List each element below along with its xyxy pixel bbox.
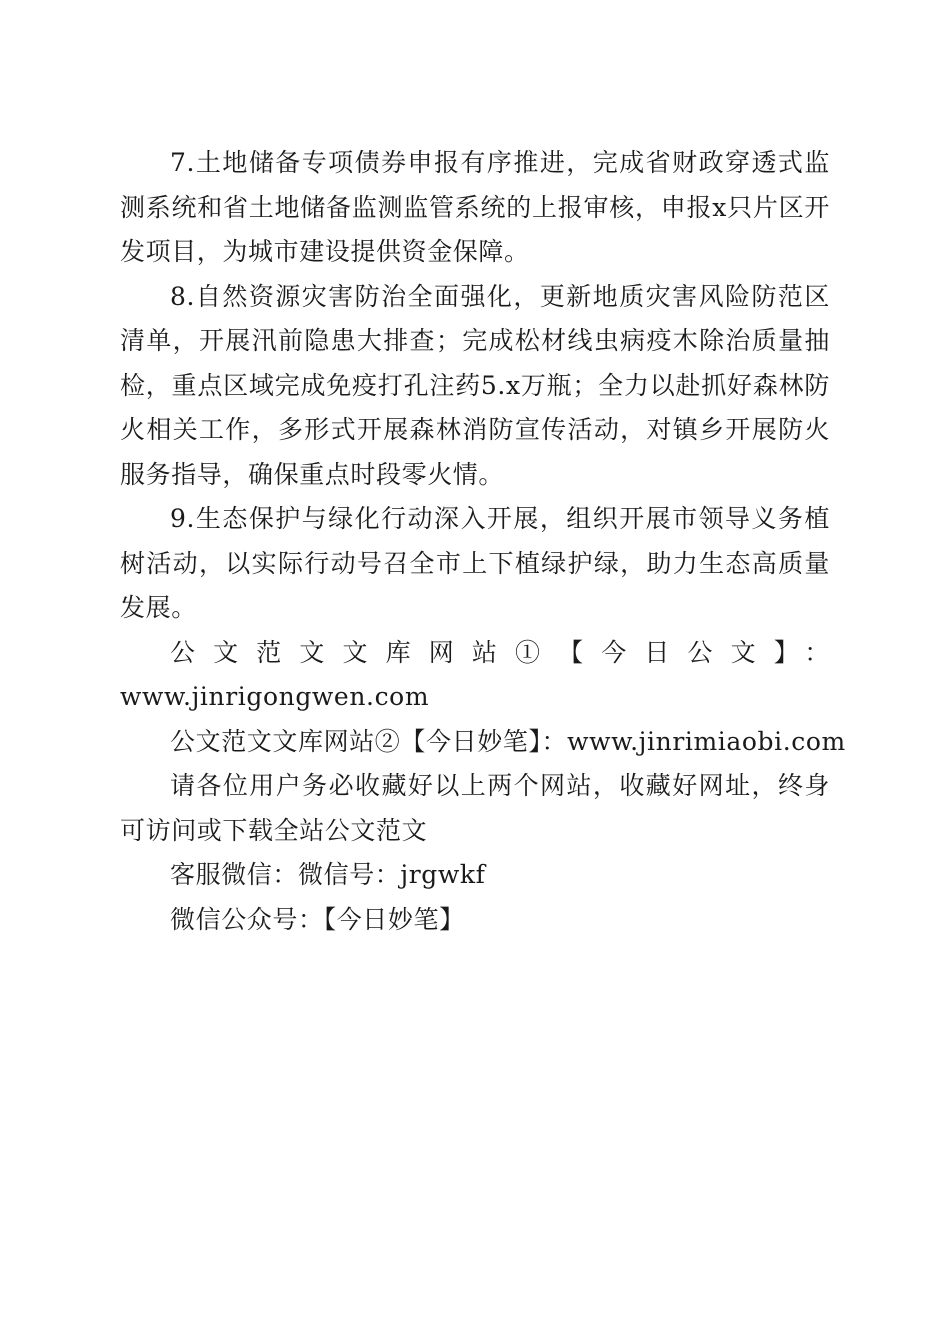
site2-line: 公文范文文库网站②【今日妙笔】：www.jinrimiaobi.com [170,726,846,756]
paragraph-8: 8.自然资源灾害防治全面强化，更新地质灾害风险防范区清单，开展汛前隐患大排查；完成松材线虫病疫木除治质量抽检，重点区域完成免疫打孔注药5.x万瓶；全力以赴抓好森林防火相关工作，多形式开展森林消防宣传活动，对镇乡开展防火服务指导，确保重点时段零火情。 [120,281,830,489]
site1-url: www.jinrigongwen.com [120,682,430,711]
site1-label: 公文范文文库网站①【今日公文】： [170,637,830,667]
wechat-official: 微信公众号：【今日妙笔】 [170,904,465,934]
reminder-text: 请各位用户务必收藏好以上两个网站，收藏好网址，终身可访问或下载全站公文范文 [120,771,830,845]
wechat-service: 客服微信：微信号：jrgwkf [170,860,486,889]
paragraph-7: 7.土地储备专项债券申报有序推进，完成省财政穿透式监测系统和省土地储备监测监管系统的上报审核，申报x只片区开发项目，为城市建设提供资金保障。 [120,148,830,266]
paragraph-9: 9.生态保护与绿化行动深入开展，组织开展市领导义务植树活动，以实际行动号召全市上下植绿护绿，助力生态高质量发展。 [120,504,830,622]
document-body [120,141,846,942]
